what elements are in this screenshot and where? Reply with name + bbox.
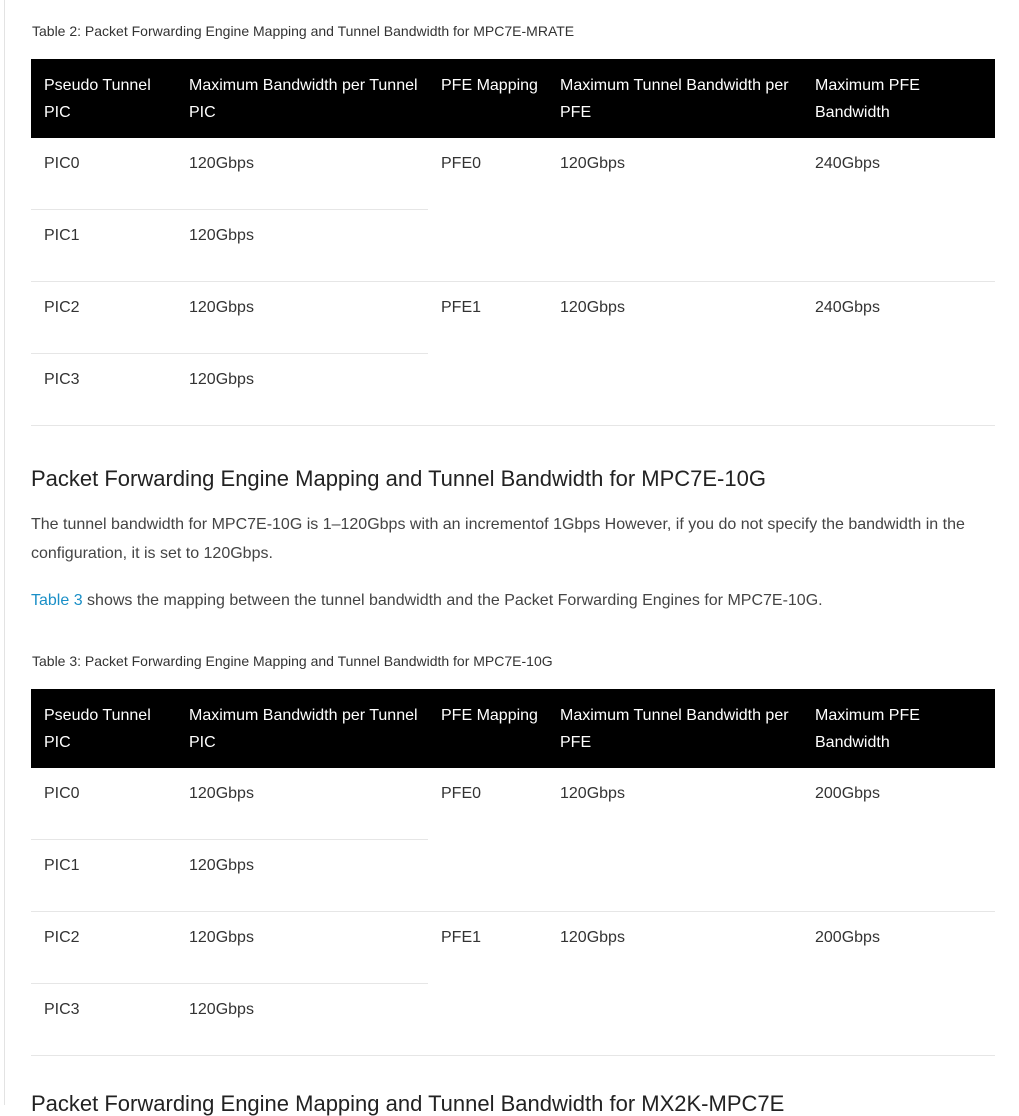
- pfe-cell: PFE1: [428, 282, 547, 426]
- table2-caption: Table 2: Packet Forwarding Engine Mapping and Tunnel Bandwidth for MPC7E-MRATE: [32, 23, 575, 39]
- next-section-title: [31, 1091, 785, 1116]
- pfe-bandwidth-cell: 200Gbps: [802, 768, 995, 912]
- bandwidth-cell: 120Gbps: [176, 282, 428, 354]
- pfe-bandwidth-cell: 200Gbps: [802, 912, 995, 1056]
- pic-cell: PIC1: [31, 210, 176, 282]
- table2-header-pic: Pseudo Tunnel PIC: [31, 59, 176, 138]
- tunnel-bandwidth-cell: 120Gbps: [547, 282, 802, 426]
- section-paragraph: The tunnel bandwidth for MPC7E-10G is 1–120Gbps with an incrementof 1Gbps However, if you do not specify the bandwidth in the configuration, it is set to 120Gbps.: [31, 516, 965, 562]
- section-title: Packet Forwarding Engine Mapping and Tunnel Bandwidth for MPC7E-10G: [31, 466, 766, 491]
- table-row: [31, 912, 995, 984]
- table3-header-pfe: PFE Mapping: [428, 689, 547, 768]
- table2-header-pfe-bw: Maximum PFE Bandwidth: [802, 59, 995, 138]
- next-section-title-text: Packet Forwarding Engine Mapping and Tunnel Bandwidth for MX2K-MPC7E: [31, 1091, 785, 1116]
- pic-cell: PIC3: [31, 984, 176, 1056]
- pic-cell: PIC3: [31, 354, 176, 426]
- table3-header-pfe-bw: Maximum PFE Bandwidth: [802, 689, 995, 768]
- table3: [31, 689, 995, 1056]
- pic-cell: PIC1: [31, 840, 176, 912]
- table-row: [31, 138, 995, 210]
- pic-cell: PIC0: [31, 768, 176, 840]
- table3-header-row: [31, 689, 995, 768]
- bandwidth-cell: 120Gbps: [176, 912, 428, 984]
- bandwidth-cell: 120Gbps: [176, 840, 428, 912]
- table-reference-text: shows the mapping between the tunnel bandwidth and the Packet Forwarding Engines for MPC7E-10G.: [82, 592, 823, 609]
- tunnel-bandwidth-cell: 120Gbps: [547, 138, 802, 282]
- table3-link[interactable]: Table 3: [31, 592, 83, 609]
- pfe-bandwidth-cell: 240Gbps: [802, 282, 995, 426]
- table-reference-paragraph: [31, 586, 991, 615]
- table2-header-bw: Maximum Bandwidth per Tunnel PIC: [176, 59, 428, 138]
- pfe-cell: PFE1: [428, 912, 547, 1056]
- table3-header-bw: Maximum Bandwidth per Tunnel PIC: [176, 689, 428, 768]
- pic-cell: PIC0: [31, 138, 176, 210]
- pic-cell: PIC2: [31, 282, 176, 354]
- bandwidth-cell: 120Gbps: [176, 138, 428, 210]
- table2-header-pfe: PFE Mapping: [428, 59, 547, 138]
- bandwidth-cell: 120Gbps: [176, 354, 428, 426]
- table2-header-tunnel-bw: Maximum Tunnel Bandwidth per PFE: [547, 59, 802, 138]
- pfe-cell: PFE0: [428, 768, 547, 912]
- table-row: [31, 282, 995, 354]
- table2-header-row: [31, 59, 995, 138]
- table-row: [31, 768, 995, 840]
- bandwidth-cell: 120Gbps: [176, 984, 428, 1056]
- table2: [31, 59, 995, 426]
- table3-header-tunnel-bw: Maximum Tunnel Bandwidth per PFE: [547, 689, 802, 768]
- table3-caption: Table 3: Packet Forwarding Engine Mapping and Tunnel Bandwidth for MPC7E-10G: [32, 653, 553, 669]
- pfe-bandwidth-cell: 240Gbps: [802, 138, 995, 282]
- tunnel-bandwidth-cell: 120Gbps: [547, 768, 802, 912]
- table3-header-pic: Pseudo Tunnel PIC: [31, 689, 176, 768]
- bandwidth-cell: 120Gbps: [176, 768, 428, 840]
- pic-cell: PIC2: [31, 912, 176, 984]
- tunnel-bandwidth-cell: 120Gbps: [547, 912, 802, 1056]
- pfe-cell: PFE0: [428, 138, 547, 282]
- bandwidth-cell: 120Gbps: [176, 210, 428, 282]
